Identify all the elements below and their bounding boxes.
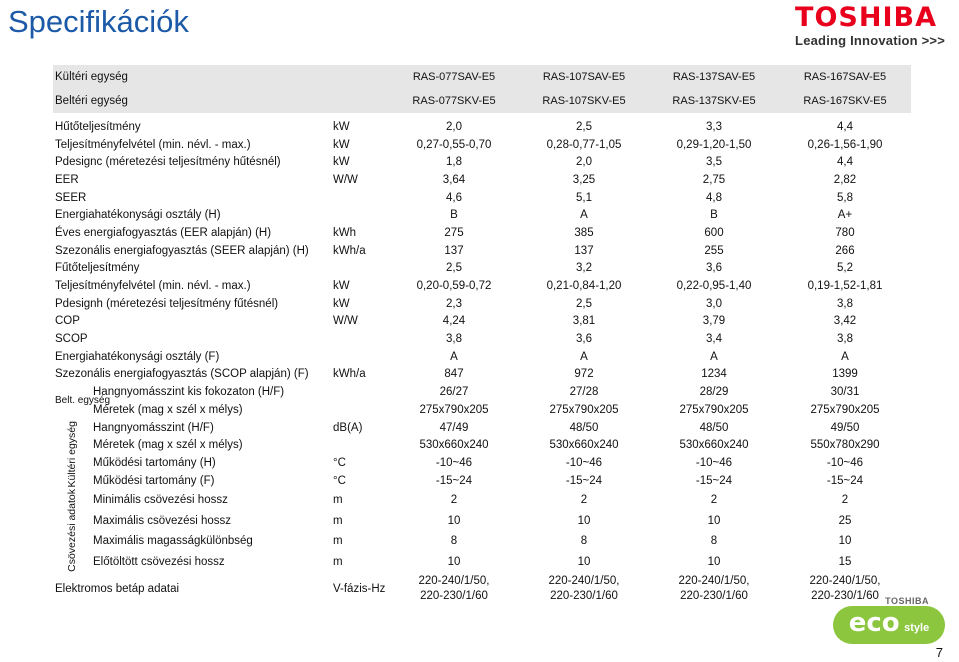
row-value: 3,6 (576, 333, 592, 346)
row-value: 3,79 (702, 315, 726, 328)
indoor-model: RAS-167SKV-E5 (779, 89, 911, 113)
row-value: 550x780x290 (810, 439, 880, 452)
row-value: A (450, 350, 458, 363)
row-label: Hangnyomásszint kis fokozaton (H/F) (93, 386, 285, 399)
group-label-piping (53, 489, 91, 572)
spec-row (53, 206, 911, 224)
row-value: 10 (707, 555, 721, 568)
row-value: 4,6 (446, 191, 462, 204)
page-number: 7 (935, 645, 943, 660)
eco-word: eco (848, 608, 900, 638)
row-value: 275x790x205 (549, 403, 619, 416)
row-value: -10~46 (565, 456, 603, 469)
outdoor-model: RAS-077SAV-E5 (389, 65, 519, 89)
row-value: 30/31 (830, 386, 860, 399)
row-label: Méretek (mag x szél x mélys) (93, 403, 243, 416)
row-value: 600 (704, 226, 724, 239)
spec-row (53, 510, 911, 531)
row-label: Minimális csövezési hossz (93, 493, 228, 506)
row-value: 275x790x205 (419, 403, 489, 416)
row-value: 0,19-1,52-1,81 (807, 280, 883, 293)
spec-row (53, 313, 911, 331)
spec-table (53, 65, 911, 606)
row-value: 5,8 (837, 191, 853, 204)
row-label: Fűtőteljesítmény (55, 262, 140, 275)
toshiba-logo: TOSHIBA (795, 2, 937, 33)
electrical-value-line: 220-230/1/60 (680, 590, 748, 603)
row-label: Hangnyomásszint (H/F) (93, 421, 214, 434)
row-unit: m (333, 514, 343, 527)
row-value: 0,22-0,95-1,40 (676, 280, 752, 293)
row-unit: kW (333, 297, 350, 310)
row-unit (331, 330, 389, 348)
row-value: A (580, 350, 588, 363)
row-value: 3,8 (837, 333, 853, 346)
spec-row (53, 401, 911, 419)
brand-tagline: Leading Innovation >>> (795, 33, 945, 48)
row-value: 3,4 (706, 333, 722, 346)
row-value: 3,42 (833, 315, 857, 328)
outdoor-model-header-row (53, 65, 911, 89)
row-value: -10~46 (695, 456, 733, 469)
row-value: 2 (580, 493, 588, 506)
row-value: 48/50 (569, 421, 599, 434)
indoor-model: RAS-137SKV-E5 (649, 89, 779, 113)
row-value: -15~24 (695, 474, 733, 487)
row-value: 27/28 (569, 386, 599, 399)
row-value: 3,5 (706, 156, 722, 169)
row-value: 47/49 (439, 421, 469, 434)
row-value: 3,6 (706, 262, 722, 275)
spec-row (53, 366, 911, 384)
row-value: 0,21-0,84-1,20 (546, 280, 622, 293)
row-label: Energiahatékonysági osztály (F) (55, 350, 220, 363)
row-value: 2 (710, 493, 718, 506)
row-value: 3,81 (572, 315, 596, 328)
spec-row (53, 136, 911, 154)
row-label: Méretek (mag x szél x mélys) (93, 439, 243, 452)
row-value: 10 (577, 514, 591, 527)
group-label-text: Belt. egység (55, 395, 111, 406)
row-value: 2,82 (833, 173, 857, 186)
electrical-unit: V-fázis-Hz (333, 583, 386, 596)
outdoor-unit-label: Kültéri egység (53, 65, 389, 89)
row-unit: kW (333, 138, 350, 151)
row-value: A (841, 350, 849, 363)
row-label: Éves energiafogyasztás (EER alapján) (H) (55, 226, 272, 239)
row-value: 255 (704, 244, 724, 257)
row-unit: kWh (333, 226, 356, 239)
spec-row (53, 295, 911, 313)
electrical-value-line: 220-240/1/50, (809, 575, 881, 588)
spec-row (53, 552, 911, 573)
eco-style-badge (833, 606, 945, 644)
row-unit: kW (333, 280, 350, 293)
group-label-indoor (53, 383, 111, 418)
row-unit: dB(A) (333, 421, 363, 434)
row-value: 2,5 (446, 262, 462, 275)
row-value: 3,3 (706, 120, 722, 133)
row-unit: m (333, 555, 343, 568)
row-unit: W/W (333, 173, 358, 186)
row-value: -15~24 (565, 474, 603, 487)
row-label: Teljesítményfelvétel (min. névl. - max.) (55, 280, 251, 293)
row-value: 2 (841, 493, 849, 506)
spec-row (53, 436, 911, 454)
spec-row (53, 189, 911, 207)
indoor-model: RAS-077SKV-E5 (389, 89, 519, 113)
row-label: Maximális csövezési hossz (93, 514, 232, 527)
spec-row (53, 454, 911, 472)
eco-badge-brand: TOSHIBA (885, 596, 929, 606)
row-value: 3,8 (837, 297, 853, 310)
row-value: 0,20-0,59-0,72 (416, 280, 492, 293)
row-unit: W/W (333, 315, 358, 328)
row-label: Előtöltött csövezési hossz (93, 555, 225, 568)
row-unit (331, 189, 389, 207)
row-label: SEER (55, 191, 87, 204)
row-value: A+ (837, 209, 853, 222)
row-unit: m (333, 535, 343, 548)
row-value: 2,5 (576, 297, 592, 310)
row-value: 275 (444, 226, 464, 239)
row-value: 3,8 (446, 333, 462, 346)
row-value: 4,24 (442, 315, 466, 328)
outdoor-model: RAS-137SAV-E5 (649, 65, 779, 89)
row-label: EER (55, 173, 79, 186)
row-value: -10~46 (435, 456, 473, 469)
row-value: 10 (577, 555, 591, 568)
indoor-model: RAS-107SKV-E5 (519, 89, 649, 113)
spec-row (53, 531, 911, 552)
eco-style-word: style (904, 622, 930, 634)
row-unit (331, 206, 389, 224)
row-label: Hűtőteljesítmény (55, 120, 141, 133)
outdoor-model: RAS-167SAV-E5 (779, 65, 911, 89)
outdoor-model: RAS-107SAV-E5 (519, 65, 649, 89)
spec-row (53, 348, 911, 366)
electrical-value (649, 572, 779, 606)
row-unit: m (333, 493, 343, 506)
row-value: 2,3 (446, 297, 462, 310)
row-value: 48/50 (699, 421, 729, 434)
row-value: 10 (838, 535, 852, 548)
electrical-value-line: 220-230/1/60 (420, 590, 488, 603)
spec-row (53, 171, 911, 189)
electrical-value (519, 572, 649, 606)
row-value: 0,29-1,20-1,50 (676, 138, 752, 151)
row-value: 0,28-0,77-1,05 (546, 138, 622, 151)
row-label: COP (55, 315, 80, 328)
electrical-value-line: 220-240/1/50, (678, 575, 750, 588)
page-title: Specifikációk (8, 4, 189, 39)
row-value: 2 (450, 493, 458, 506)
row-label: Működési tartomány (F) (93, 474, 215, 487)
row-value: 137 (574, 244, 594, 257)
row-value: 10 (707, 514, 721, 527)
row-value: 2,5 (576, 120, 592, 133)
row-value: 1,8 (446, 156, 462, 169)
row-value: A (580, 209, 588, 222)
row-label: Szezonális energiafogyasztás (SCOP alapján) (F) (55, 368, 309, 381)
row-value: 15 (838, 555, 852, 568)
spec-row (53, 472, 911, 490)
spec-row (53, 277, 911, 295)
electrical-label: Elektromos betáp adatai (55, 583, 180, 596)
row-value: 3,64 (442, 173, 466, 186)
row-value: 8 (710, 535, 718, 548)
row-value: -10~46 (826, 456, 864, 469)
electrical-value-line: 220-240/1/50, (418, 575, 490, 588)
spec-row (53, 242, 911, 260)
row-unit (331, 260, 389, 278)
row-value: 8 (580, 535, 588, 548)
row-unit: kWh/a (333, 368, 366, 381)
spec-row (53, 419, 911, 437)
row-value: 1234 (701, 368, 727, 381)
row-value: 8 (450, 535, 458, 548)
row-unit: kW (333, 156, 350, 169)
row-value: 49/50 (830, 421, 860, 434)
row-value: 847 (444, 368, 464, 381)
row-value: 2,75 (702, 173, 726, 186)
row-value: B (710, 209, 718, 222)
row-unit (331, 383, 389, 401)
row-value: 530x660x240 (419, 439, 489, 452)
row-unit: kW (333, 120, 350, 133)
row-unit (331, 401, 389, 419)
row-value: 4,8 (706, 191, 722, 204)
row-value: 3,0 (706, 297, 722, 310)
row-value: 10 (447, 514, 461, 527)
group-label-text: Csövezési adatok (66, 489, 78, 573)
electrical-value-line: 220-230/1/60 (550, 590, 618, 603)
row-value: B (450, 209, 458, 222)
row-unit: kWh/a (333, 244, 366, 257)
row-value: 4,4 (837, 156, 853, 169)
row-value: 137 (444, 244, 464, 257)
row-unit: °C (333, 474, 346, 487)
row-value: 972 (574, 368, 594, 381)
spec-row (53, 260, 911, 278)
indoor-model-header-row (53, 89, 911, 113)
row-value: -15~24 (826, 474, 864, 487)
row-value: 0,26-1,56-1,90 (807, 138, 883, 151)
row-value: 2,0 (576, 156, 592, 169)
spec-row (53, 330, 911, 348)
row-value: 530x660x240 (549, 439, 619, 452)
spec-row (53, 383, 911, 401)
indoor-unit-label: Beltéri egység (53, 89, 389, 113)
spec-row (53, 224, 911, 242)
row-value: 275x790x205 (679, 403, 749, 416)
row-value: 5,1 (576, 191, 592, 204)
row-value: 2,0 (446, 120, 462, 133)
row-value: 5,2 (837, 262, 853, 275)
electrical-row (53, 572, 911, 606)
row-value: 530x660x240 (679, 439, 749, 452)
electrical-value-line: 220-240/1/50, (548, 575, 620, 588)
spec-row (53, 118, 911, 136)
row-value: 3,25 (572, 173, 596, 186)
row-value: 780 (835, 226, 855, 239)
row-label: Maximális magasságkülönbség (93, 535, 253, 548)
row-unit (331, 348, 389, 366)
row-value: 266 (835, 244, 855, 257)
brand-block (795, 4, 945, 48)
row-value: 10 (447, 555, 461, 568)
electrical-value (389, 572, 519, 606)
row-value: 4,4 (837, 120, 853, 133)
row-value: 3,2 (576, 262, 592, 275)
group-label-text: Kültéri egység (66, 420, 78, 488)
row-label: Energiahatékonysági osztály (H) (55, 209, 221, 222)
row-value: 275x790x205 (810, 403, 880, 416)
row-value: 385 (574, 226, 594, 239)
row-label: SCOP (55, 333, 88, 346)
row-unit (331, 436, 389, 454)
group-label-outdoor (53, 419, 91, 490)
row-label: Pdesignc (méretezési teljesítmény hűtésnél) (55, 156, 281, 169)
row-value: 28/29 (699, 386, 729, 399)
spec-row (53, 489, 911, 510)
electrical-value-line: 220-230/1/60 (811, 590, 879, 603)
row-label: Működési tartomány (H) (93, 456, 216, 469)
row-label: Szezonális energiafogyasztás (SEER alapján) (H) (55, 244, 309, 257)
spec-row (53, 153, 911, 171)
row-value: A (710, 350, 718, 363)
row-value: 25 (838, 514, 852, 527)
row-value: -15~24 (435, 474, 473, 487)
row-value: 26/27 (439, 386, 469, 399)
row-value: 0,27-0,55-0,70 (416, 138, 492, 151)
row-value: 1399 (832, 368, 858, 381)
row-unit: °C (333, 456, 346, 469)
row-label: Pdesignh (méretezési teljesítmény fűtésnél) (55, 297, 279, 310)
row-label: Teljesítményfelvétel (min. névl. - max.) (55, 138, 251, 151)
